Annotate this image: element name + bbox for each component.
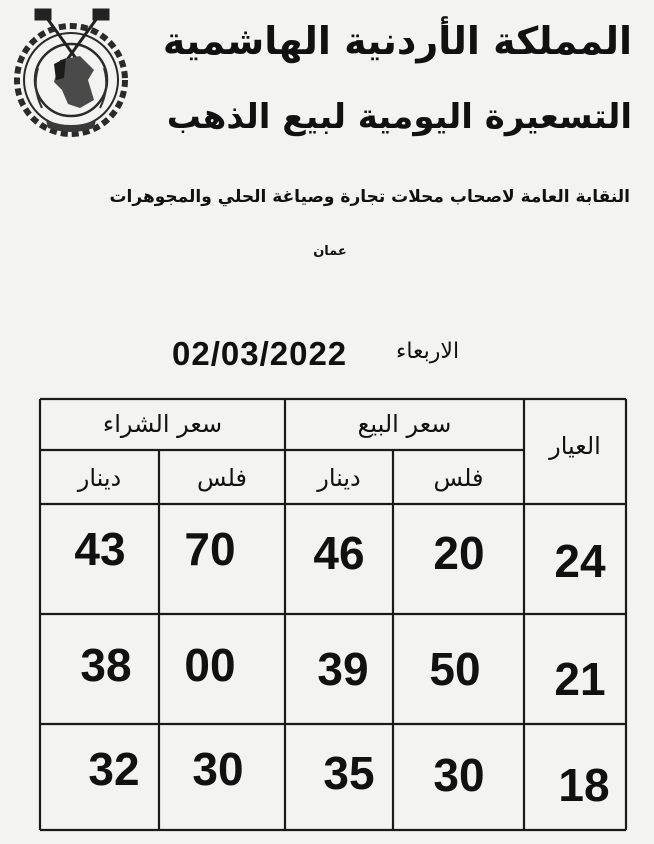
karat-header: العيار [549, 432, 601, 460]
buy-fils-label: فلس [196, 464, 247, 492]
sell-fils-value: 50 [429, 643, 481, 695]
buy-fils-value: 70 [184, 523, 236, 575]
karat-value: 21 [554, 653, 606, 705]
day-name: الاربعاء [396, 339, 460, 364]
karat-value: 18 [558, 759, 610, 811]
daily-pricing-title: التسعيرة اليومية لبيع الذهب [166, 97, 632, 137]
sell-dinar-value: 39 [317, 643, 369, 695]
sell-dinar-value: 35 [323, 747, 375, 799]
karat-value: 24 [554, 535, 606, 587]
sell-fils-value: 30 [433, 749, 485, 801]
buy-dinar-value: 43 [74, 523, 126, 575]
date-value: 02/03/2022 [172, 335, 348, 372]
sell-dinar-label: دينار [317, 464, 361, 492]
buy-price-header: سعر الشراء [102, 410, 223, 438]
sell-price-header: سعر البيع [357, 410, 452, 438]
sell-fils-label: فلس [433, 464, 484, 492]
buy-dinar-value: 32 [88, 743, 140, 795]
buy-fils-value: 00 [184, 639, 236, 691]
city-label: عمان [313, 244, 347, 259]
buy-dinar-value: 38 [80, 639, 132, 691]
sell-dinar-value: 46 [313, 527, 365, 579]
buy-dinar-label: دينار [77, 464, 122, 492]
organization-name: النقابة العامة لاصحاب محلات تجارة وصياغة الحلي والمجوهرات [109, 187, 630, 207]
buy-fils-value: 30 [192, 743, 244, 795]
kingdom-title: المملكة الأردنية الهاشمية [162, 19, 632, 63]
sell-fils-value: 20 [433, 527, 485, 579]
